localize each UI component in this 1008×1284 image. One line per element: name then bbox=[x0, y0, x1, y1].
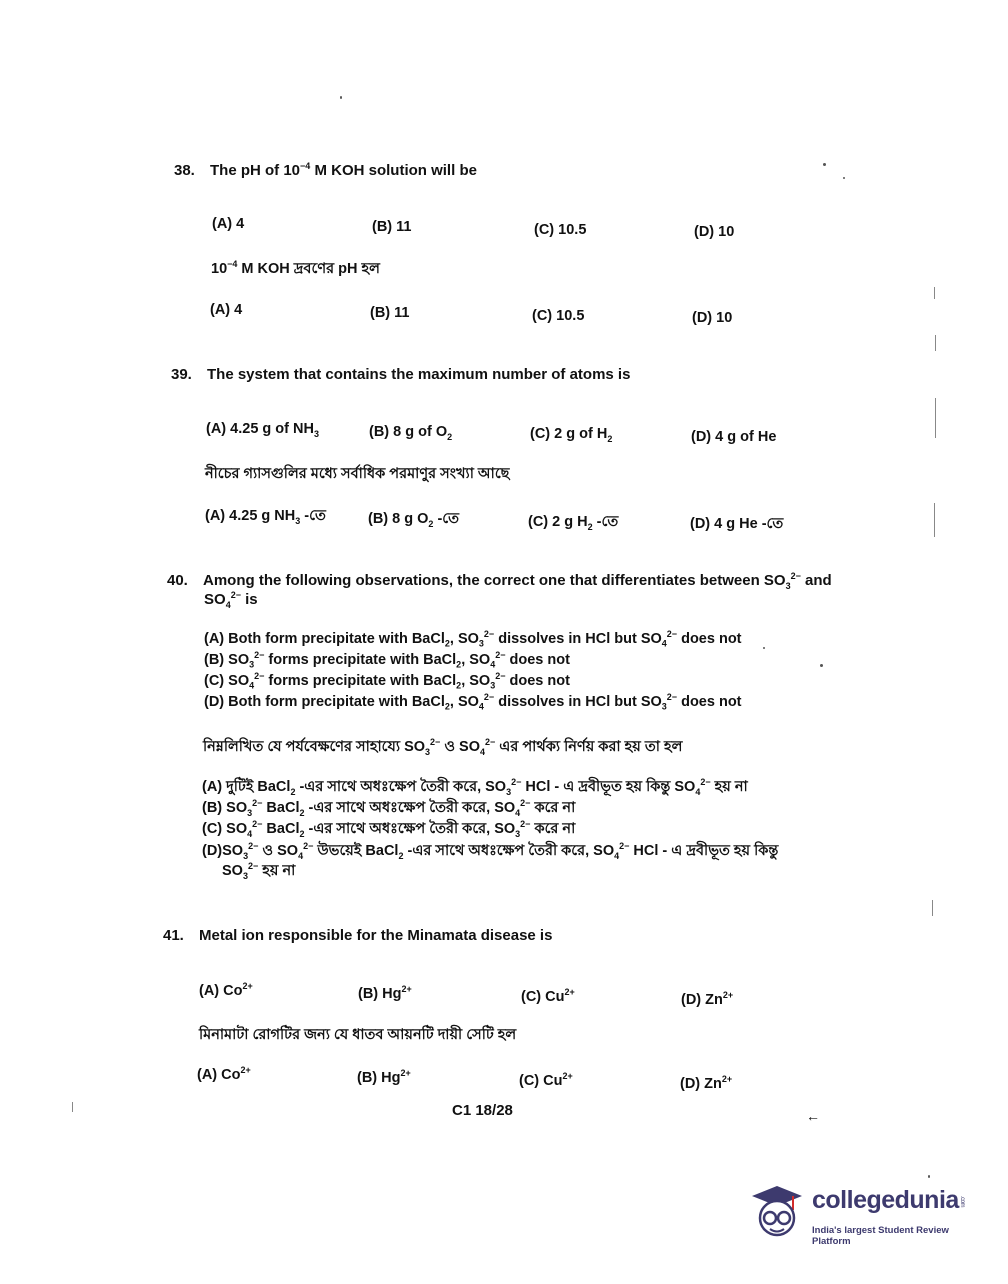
q38-option-b[interactable]: (B) 11 bbox=[372, 219, 412, 235]
logo-tld: .com bbox=[958, 1195, 965, 1207]
q40-option-a[interactable]: (A) Both form precipitate with BaCl$_2$, $SO_3^{2-}$ dissolves in HCl but $SO_4^{2-}$ does not bbox=[204, 629, 742, 649]
q39-bn-option-a[interactable]: (A) 4.25 g $NH_3$ -তে bbox=[205, 508, 326, 526]
q41-option-b[interactable]: (B) $Hg^{2+}$ bbox=[358, 984, 412, 1002]
q41-option-a[interactable]: (A) $Co^{2+}$ bbox=[199, 981, 253, 999]
q40-option-d[interactable]: (D) Both form precipitate with BaCl$_2$, $SO_4^{2-}$ dissolves in HCl but $SO_3^{2-}$ does not bbox=[204, 692, 742, 712]
logo-name: collegedunia.com bbox=[812, 1186, 965, 1214]
q41-bn-option-c[interactable]: (C) $Cu^{2+}$ bbox=[519, 1071, 573, 1089]
question-number: 41. bbox=[163, 927, 184, 944]
scan-speck bbox=[340, 96, 342, 99]
q40-option-c[interactable]: (C) $SO_4^{2-}$ forms precipitate with BaCl$_2$, $SO_3^{2-}$ does not bbox=[204, 671, 570, 691]
q38-option-a[interactable]: (A) 4 bbox=[212, 216, 245, 232]
q41-bn-option-b[interactable]: (B) $Hg^{2+}$ bbox=[357, 1068, 411, 1086]
q39-bn-option-c[interactable]: (C) 2 g $H_2$ -তে bbox=[528, 514, 619, 532]
q39-option-a[interactable]: (A) 4.25 g of $NH_3$ bbox=[206, 421, 319, 439]
question-39-title: 39. The system that contains the maximum number of atoms is bbox=[171, 366, 631, 383]
q38-bn-option-a[interactable]: (A) 4 bbox=[210, 302, 243, 318]
scan-speck bbox=[928, 1175, 930, 1178]
q40-bn-option-b[interactable]: (B) $SO_3^{2-}$ BaCl$_2$ -এর সাথে অধঃক্ষেপ তৈরী করে, $SO_4^{2-}$ করে না bbox=[202, 798, 576, 818]
q39-option-b[interactable]: (B) 8 g of $O_2$ bbox=[369, 424, 453, 442]
q41-bn-option-a[interactable]: (A) $Co^{2+}$ bbox=[197, 1065, 251, 1083]
scan-margin-line bbox=[932, 900, 933, 916]
scan-margin-line bbox=[72, 1102, 73, 1112]
scan-speck bbox=[820, 664, 823, 667]
q41-option-c[interactable]: (C) $Cu^{2+}$ bbox=[521, 987, 575, 1005]
question-number: 39. bbox=[171, 366, 192, 383]
q40-bn-option-d[interactable]: $(D)SO_3^{2-}$ ও $SO_4^{2-}$ উভয়েই BaCl$_2$ -এর সাথে অধঃক্ষেপ তৈরী করে, $SO_4^{2-}$ HCl - এ দ্রবীভূত হয় কিন্তু bbox=[202, 841, 779, 861]
q41-option-d[interactable]: (D) $Zn^{2+}$ bbox=[681, 990, 734, 1008]
scan-margin-line bbox=[934, 503, 935, 537]
q40-bengali-prompt: নিম্নলিখিত যে পর্যবেক্ষণের সাহায্যে $SO_3^{2-}$ ও $SO_4^{2-}$ এর পার্থক্য নির্ণয় করা হয় তা হল bbox=[203, 737, 683, 757]
q38-bn-option-c[interactable]: (C) 10.5 bbox=[532, 308, 585, 324]
left-arrow-icon: ← bbox=[806, 1108, 820, 1124]
q40-option-b[interactable]: (B) $SO_3^{2-}$ forms precipitate with BaCl$_2$, $SO_4^{2-}$ does not bbox=[204, 650, 570, 670]
scan-margin-line bbox=[935, 335, 936, 351]
scan-speck bbox=[823, 163, 826, 166]
q39-option-c[interactable]: (C) 2 g of $H_2$ bbox=[530, 426, 613, 444]
q38-bn-option-b[interactable]: (B) 11 bbox=[370, 305, 410, 321]
q40-bn-option-c[interactable]: (C) $SO_4^{2-}$ BaCl$_2$ -এর সাথে অধঃক্ষেপ তৈরী করে, $SO_3^{2-}$ করে না bbox=[202, 819, 576, 839]
q38-option-c[interactable]: (C) 10.5 bbox=[534, 222, 587, 238]
q38-bn-option-d[interactable]: (D) 10 bbox=[692, 310, 733, 326]
question-41-title: 41. Metal ion responsible for the Minamata disease is bbox=[163, 927, 553, 944]
logo-tagline: India's largest Student Review Platform bbox=[812, 1225, 949, 1247]
scan-margin-line bbox=[934, 287, 935, 299]
question-number: 40. bbox=[167, 572, 188, 589]
q41-bengali-prompt: মিনামাটা রোগটির জন্য যে ধাতব আয়নটি দায়ী সেটি হল bbox=[199, 1027, 517, 1043]
question-40-title-line1: 40. Among the following observations, the correct one that differentiates between $SO_3^{2-}$ and bbox=[167, 571, 832, 591]
q39-bn-option-d[interactable]: (D) 4 g He -তে bbox=[690, 516, 784, 532]
question-40-title-line2: $SO_4^{2-}$ is bbox=[204, 590, 258, 610]
scan-margin-line bbox=[935, 398, 936, 438]
q40-bn-option-d-continued: $SO_3^{2-}$ হয় না bbox=[222, 861, 296, 881]
q39-bengali-prompt: নীচের গ্যাসগুলির মধ্যে সর্বাধিক পরমাণুর সংখ্যা আছে bbox=[205, 466, 510, 482]
collegedunia-logo[interactable] bbox=[748, 1182, 978, 1247]
question-38-title: 38. The pH of $10^{-4}$ M KOH solution will be bbox=[174, 161, 477, 179]
q40-bn-option-a[interactable]: (A) দুটিই BaCl$_2$ -এর সাথে অধঃক্ষেপ তৈরী করে, $SO_3^{2-}$ HCl - এ দ্রবীভূত হয় কিন্তু $SO_4^{2-}$ হয় না bbox=[202, 777, 748, 797]
question-number: 38. bbox=[174, 162, 195, 179]
scan-speck bbox=[763, 647, 765, 649]
graduate-face-icon bbox=[748, 1182, 806, 1240]
q41-bn-option-d[interactable]: (D) $Zn^{2+}$ bbox=[680, 1074, 733, 1092]
q38-option-d[interactable]: (D) 10 bbox=[694, 224, 735, 240]
scan-speck bbox=[843, 177, 845, 179]
q39-bn-option-b[interactable]: (B) 8 g $O_2$ -তে bbox=[368, 511, 460, 529]
q38-bengali-prompt: $10^{-4}$ M KOH দ্রবণের pH হল bbox=[211, 259, 380, 277]
page-number: C1 18/28 bbox=[452, 1102, 513, 1119]
q39-option-d[interactable]: (D) 4 g of He bbox=[691, 429, 777, 445]
